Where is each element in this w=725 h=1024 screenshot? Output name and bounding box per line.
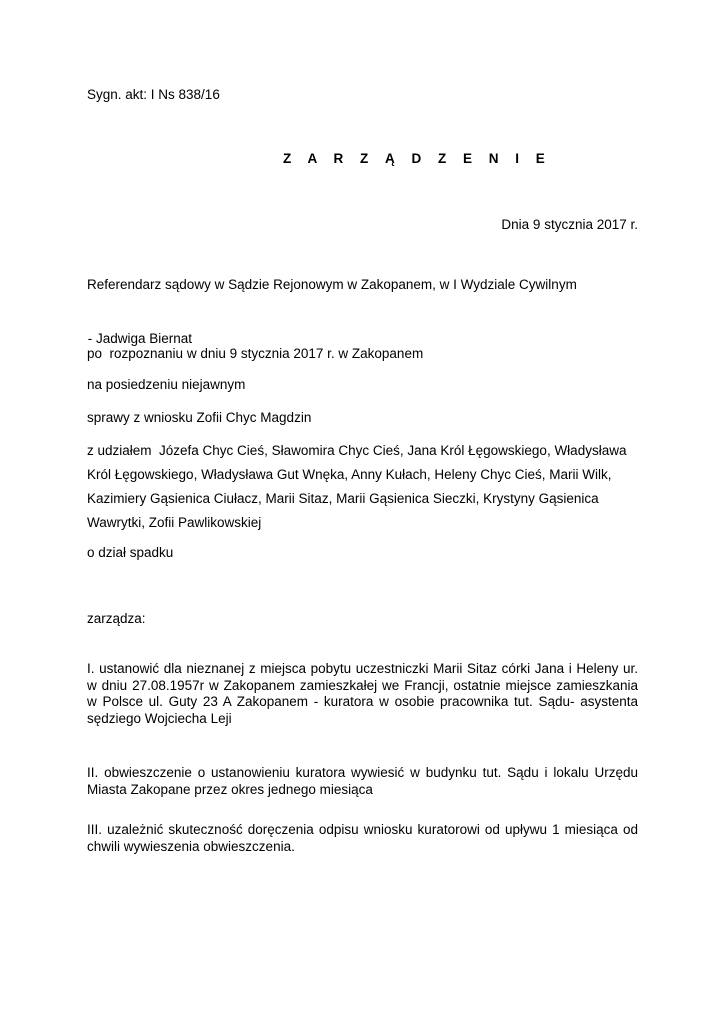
document-title: Z A R Z Ą D Z E N I E (283, 151, 552, 166)
examination-line: po rozpoznaniu w dniu 9 stycznia 2017 r. w Zakopanem (87, 346, 424, 361)
issuing-authority: Referendarz sądowy w Sądzie Rejonowym w Zakopanem, w I Wydziale Cywilnym (87, 277, 577, 292)
participants-line: Król Łęgowskiego, Władysława Gut Wnęka, Anny Kułach, Heleny Chyc Cieś, Marii Wilk, (87, 467, 612, 482)
participants-line: Wawrytki, Zofii Pawlikowskiej (87, 515, 262, 530)
case-subject: o dział spadku (87, 545, 174, 560)
orders-label: zarządza: (87, 611, 146, 626)
case-signature: Sygn. akt: I Ns 838/16 (87, 87, 220, 102)
participants-line: z udziałem Józefa Chyc Cieś, Sławomira Chyc Cieś, Jana Król Łęgowskiego, Władysława (87, 443, 627, 458)
case-applicant: sprawy z wniosku Zofii Chyc Magdzin (87, 410, 312, 425)
participants-list (87, 439, 647, 535)
document-date: Dnia 9 stycznia 2017 r. (501, 217, 638, 232)
session-type: na posiedzeniu niejawnym (87, 377, 246, 392)
order-point-1: I. ustanowić dla nieznanej z miejsca pobytu uczestniczki Marii Sitaz córki Jana i Heleny ur. w dniu 27.08.1957r w Zakopanem zamieszkałej we Francji, ostatnie miejsce zamieszkania w Polsce ul. Guty 23 A Zakopanem - kuratora w osobie pracownika tut. Sądu- asystenta sędziego Wojciecha Leji (87, 661, 638, 726)
participants-line: Kazimiery Gąsienica Ciułacz, Marii Sitaz, Marii Gąsienica Sieczki, Krystyny Gąsienica (87, 491, 599, 506)
order-point-2: II. obwieszczenie o ustanowieniu kuratora wywiesić w budynku tut. Sądu i lokalu Urzędu Miasta Zakopane przez okres jednego miesiąca (87, 765, 638, 797)
order-point-3: III. uzależnić skuteczność doręczenia odpisu wniosku kuratorowi od upływu 1 miesiąca od chwili wywieszenia obwieszczenia. (87, 822, 638, 854)
referendary-name: - Jadwiga Biernat (84, 331, 193, 346)
